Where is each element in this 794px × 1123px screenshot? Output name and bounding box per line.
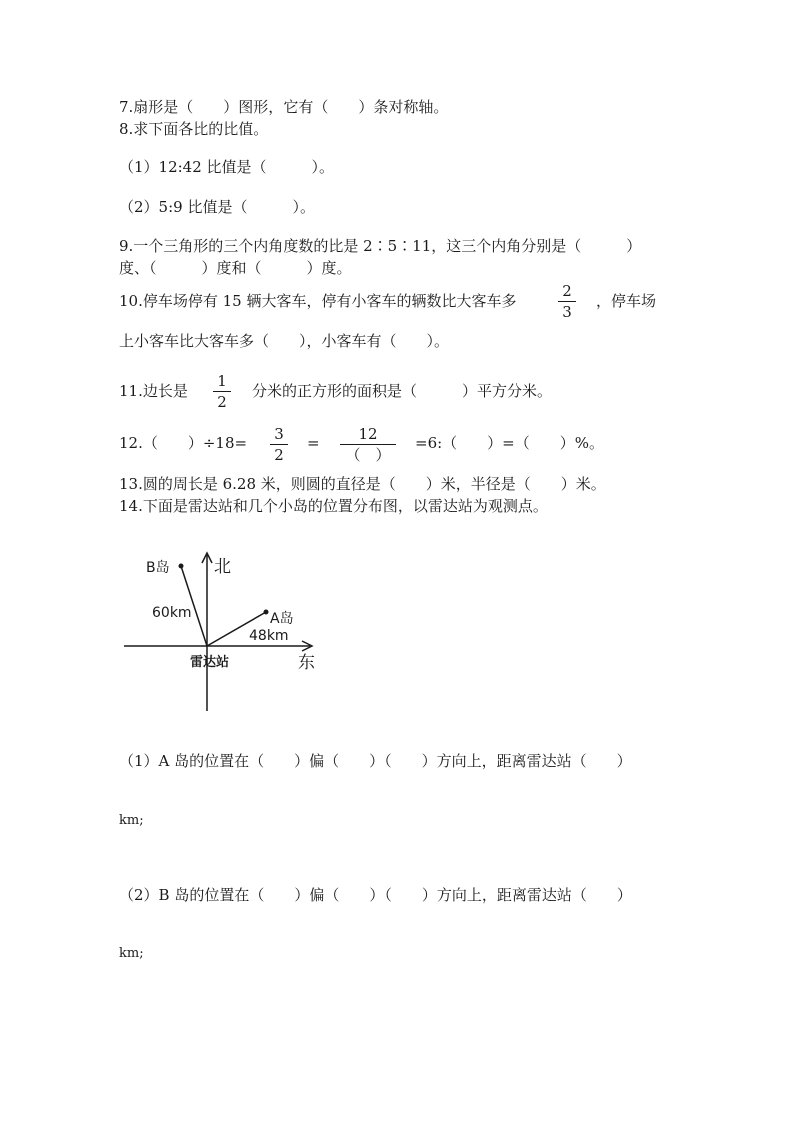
fraction-denominator: 2: [274, 446, 284, 464]
question-10-line-1-b: ，停车场: [596, 292, 657, 310]
question-14-part-1-unit: km;: [119, 813, 144, 828]
fraction-bar: [558, 301, 576, 302]
question-8: 8.求下面各比的比值。: [119, 120, 269, 138]
fraction-numerator: 1: [217, 372, 227, 390]
fraction-bar: [270, 444, 288, 445]
question-14: 14.下面是雷达站和几个小岛的位置分布图，以雷达站为观测点。: [119, 497, 548, 515]
fraction-bar: [213, 391, 231, 392]
question-12-fraction-1: [270, 426, 288, 463]
fraction-denominator: 2: [217, 393, 227, 411]
question-12-a: 12.（ ）÷18=: [119, 434, 248, 452]
question-9-line-2: 度、（ ）度和（ ）度。: [119, 259, 352, 277]
a-island-distance: 48km: [249, 628, 289, 644]
east-label: 东: [298, 653, 315, 673]
radar-station-label: 雷达站: [190, 655, 230, 670]
question-10-fraction: [558, 283, 576, 320]
question-7: 7.扇形是（ ）图形，它有（ ）条对称轴。: [119, 98, 449, 116]
question-10-line-2: 上小客车比大客车多（ ），小客车有（ ）。: [119, 332, 450, 350]
b-island-distance: 60km: [152, 605, 192, 621]
b-island-point: [179, 564, 184, 569]
question-12-fraction-2: [340, 426, 396, 463]
question-11-b: 分米的正方形的面积是（ ）平方分米。: [252, 382, 553, 400]
question-11-fraction: [213, 373, 231, 410]
fraction-bar: [340, 444, 396, 445]
north-label: 北: [214, 557, 231, 577]
question-12-equals: =: [307, 434, 320, 452]
question-13: 13.圆的周长是 6.28 米，则圆的直径是（ ）米，半径是（ ）米。: [119, 475, 606, 493]
fraction-denominator: （ ）: [345, 446, 391, 464]
question-8-part-1: （1）12:42 比值是（ ）。: [119, 158, 335, 176]
question-8-part-2: （2）5:9 比值是（ ）。: [119, 198, 315, 216]
b-island-label: B岛: [146, 560, 170, 576]
a-island-label: A岛: [270, 611, 294, 627]
a-island-point: [264, 610, 269, 615]
question-10-line-1-a: 10.停车场停有 15 辆大客车，停有小客车的辆数比大客车多: [119, 292, 517, 310]
question-9-line-1: 9.一个三角形的三个内角度数的比是 2∶5∶11，这三个内角分别是（ ）: [119, 237, 642, 255]
question-14-part-1: （1）A 岛的位置在（ ）偏（ ）（ ）方向上，距离雷达站（ ）: [119, 752, 632, 770]
fraction-numerator: 3: [274, 425, 284, 443]
question-11-a: 11.边长是: [119, 382, 188, 400]
fraction-numerator: 12: [358, 425, 378, 443]
question-12-b: =6:（ ）=（ ）%。: [415, 434, 604, 452]
fraction-numerator: 2: [562, 282, 572, 300]
radar-position-diagram: [118, 548, 328, 716]
fraction-denominator: 3: [562, 303, 572, 321]
question-14-part-2-unit: km;: [119, 946, 144, 961]
question-14-part-2: （2）B 岛的位置在（ ）偏（ ）（ ）方向上，距离雷达站（ ）: [119, 886, 632, 904]
